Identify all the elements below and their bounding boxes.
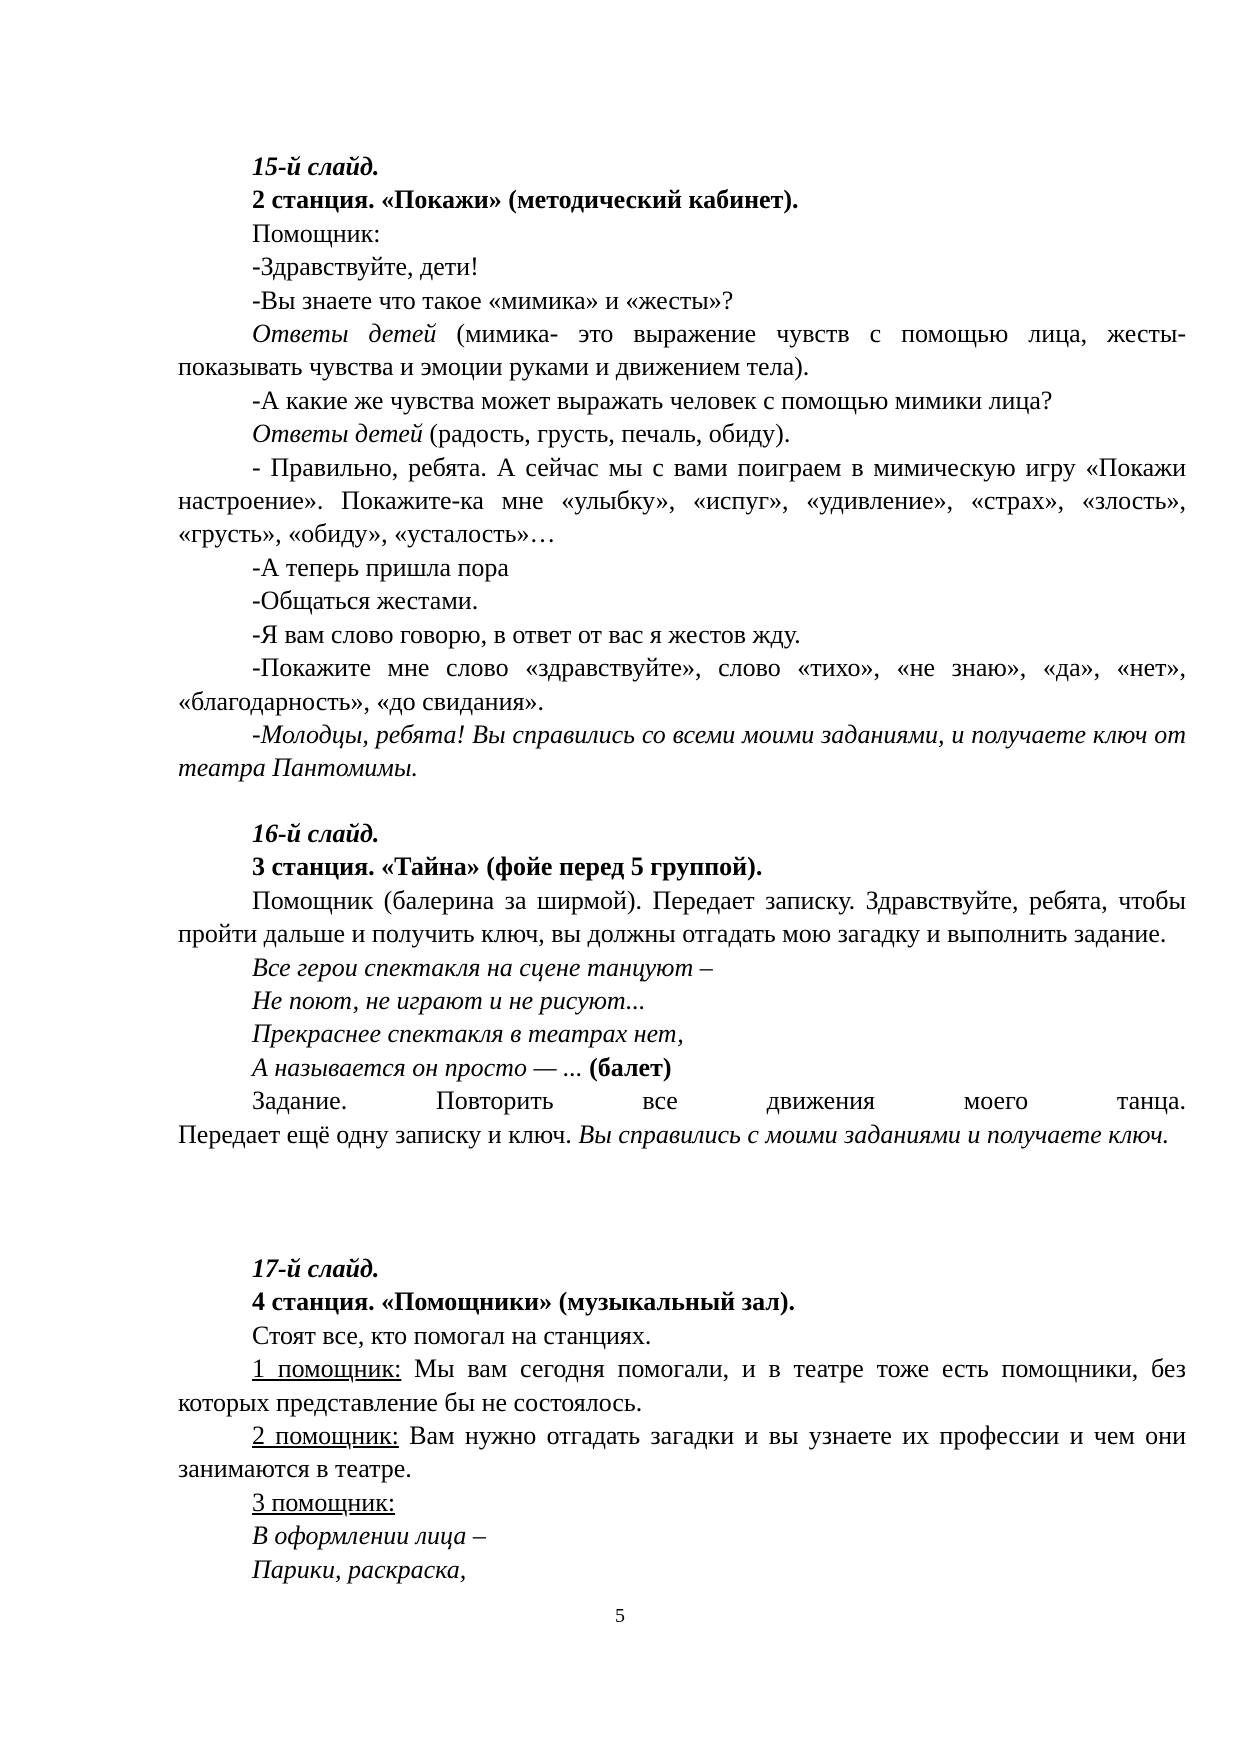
paragraph: -Вы знаете что такое «мимика» и «жесты»?: [252, 285, 734, 315]
paragraph: -Общаться жестами.: [252, 586, 479, 616]
paragraph: [178, 317, 1186, 384]
paragraph: [178, 1352, 1186, 1419]
riddle-line: Парики, раскраска,: [252, 1554, 467, 1584]
paragraph: Помощник:: [252, 218, 381, 248]
speaker-label: 3 помощник:: [252, 1487, 396, 1517]
answer-lead: Ответы детей: [252, 419, 423, 449]
paragraph: Стоят все, кто помогал на станциях.: [252, 1320, 652, 1350]
paragraph: -А теперь пришла пора: [252, 552, 509, 582]
answer-text: (радость, грусть, печаль, обиду).: [422, 419, 791, 449]
slide-heading: 16-й слайд.: [252, 819, 380, 848]
page-number: 5: [615, 1605, 625, 1627]
paragraph-text: Передает ещё одну записку и ключ.: [178, 1119, 572, 1149]
paragraph: [178, 1419, 1186, 1486]
paragraph: [178, 1118, 1186, 1151]
station-heading: 2 станция. «Покажи» (методический кабинет).: [252, 185, 799, 215]
paragraph: -Молодцы, ребята! Вы справились со всеми моими заданиями, и получаете ключ от театра Пантомимы.: [178, 719, 1186, 783]
answer-text: (мимика- это выражение чувств с помощью лица, жесты- показывать чувства и эмоции руками и движением тела).: [178, 319, 1186, 382]
section-slide-15: [178, 150, 1186, 785]
speaker-text: Вам нужно отгадать загадки и вы узнаете их профессии и чем они занимаются в театре.: [178, 1421, 1187, 1484]
slide-heading: 17-й слайд.: [252, 1254, 380, 1283]
answer-lead: Ответы детей: [252, 319, 437, 349]
slide-heading: 15-й слайд.: [252, 152, 380, 181]
riddle-text: А называется он просто — ...: [252, 1052, 583, 1082]
paragraph: -Покажите мне слово «здравствуйте», слово «тихо», «не знаю», «да», «нет», «благодарность», «до свидания».: [178, 653, 1186, 716]
section-slide-16: [178, 817, 1186, 1151]
paragraph: [178, 1486, 1186, 1519]
paragraph: -А какие же чувства может выражать человек с помощью мимики лица?: [252, 385, 1053, 415]
paragraph: [178, 417, 1186, 450]
riddle-line: [178, 1051, 1186, 1084]
riddle-line: Не поют, не играют и не рисуют...: [252, 986, 646, 1016]
station-heading: 4 станция. «Помощники» (музыкальный зал).: [252, 1287, 796, 1317]
riddle-line: Все герои спектакля на сцене танцуют –: [252, 952, 713, 982]
paragraph: Задание. Повторить все движения моего танца.: [252, 1086, 1186, 1116]
speaker-text: Мы вам сегодня помогали, и в театре тоже есть помощники, без которых представление бы не состоялось.: [178, 1354, 1187, 1417]
section-slide-17: [178, 1252, 1186, 1586]
paragraph-italic: Вы справились с моими заданиями и получаете ключ.: [571, 1119, 1170, 1149]
paragraph: -Я вам слово говорю, в ответ от вас я жестов жду.: [252, 619, 801, 649]
speaker-label: 1 помощник:: [252, 1354, 402, 1384]
paragraph: - Правильно, ребята. А сейчас мы с вами поиграем в мимическую игру «Покажи настроение». Покажите-ка мне «улыбку», «испуг», «удивление», «страх», «злость», «грусть», «обиду», «усталость»…: [178, 452, 1186, 549]
riddle-line: Прекраснее спектакля в театрах нет,: [252, 1019, 684, 1049]
station-heading: 3 станция. «Тайна» (фойе перед 5 группой).: [252, 852, 763, 882]
paragraph: -Здравствуйте, дети!: [252, 252, 479, 282]
paragraph: Помощник (балерина за ширмой). Передает записку. Здравствуйте, ребята, чтобы пройти дальше и получить ключ, вы должны отгадать мою загадку и выполнить задание.: [178, 885, 1186, 949]
riddle-answer: (балет): [582, 1052, 672, 1082]
speaker-label: 2 помощник:: [252, 1421, 399, 1451]
riddle-line: В оформлении лица –: [252, 1521, 486, 1551]
